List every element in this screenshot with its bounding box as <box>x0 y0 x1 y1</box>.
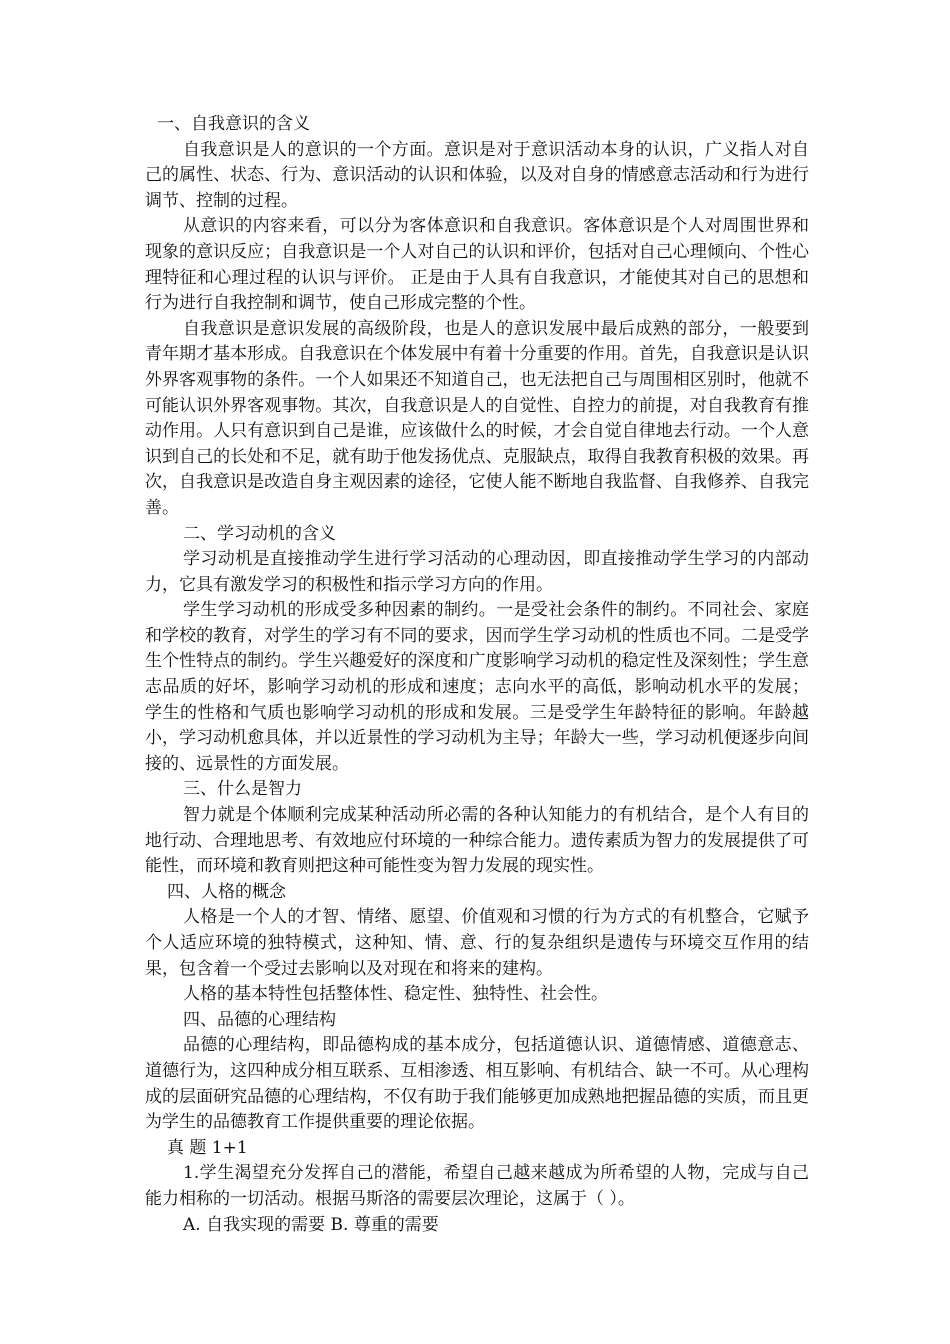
document-page <box>145 112 809 1238</box>
paragraph: 自我意识是意识发展的高级阶段，也是人的意识发展中最后成熟的部分，一般要到青年期才基本形成。自我意识在个体发展中有着十分重要的作用。首先，自我意识是认识外界客观事物的条件。一个人如果还不知道自己，也无法把自己与周围相区别时，他就不可能认识外界客观事物。其次，自我意识是人的自觉性、自控力的前提，对自我教育有推动作用。人只有意识到自己是谁，应该做什么的时候，才会自觉自律地去行动。一个人意识到自己的长处和不足，就有助于他发扬优点、克服缺点，取得自我教育积极的效果。再次，自我意识是改造自身主观因素的途径，它使人能不断地自我监督、自我修养、自我完善。 <box>145 318 809 518</box>
section-heading-self-awareness: 一、自我意识的含义 <box>157 114 310 134</box>
section-heading-personality: 四、人格的概念 <box>167 881 286 902</box>
paragraph: 自我意识是人的意识的一个方面。意识是对于意识活动本身的认识，广义指人对自己的属性、状态、行为、意识活动的认识和体验，以及对自身的情感意志活动和行为进行调节、控制的过程。 <box>145 139 809 211</box>
section-heading-moral-structure: 四、品德的心理结构 <box>183 1009 336 1030</box>
paragraph: 学生学习动机的形成受多种因素的制约。一是受社会条件的制约。不同社会、家庭和学校的教育，对学生的学习有不同的要求，因而学生学习动机的性质也不同。二是受学生个性特点的制约。学生兴趣爱好的深度和广度影响学习动机的稳定性及深刻性；学生意志品质的好坏，影响学习动机的形成和速度；志向水平的高低，影响动机水平的发展； 学生的性格和气质也影响学习动机的形成和发展。三是受学生年龄特征的影响。年龄越小，学习动机愈具体，并以近景性的学习动机为主导；年龄大一些，学习动机便逐步向间接的、远景性的方面发展。 <box>145 600 809 774</box>
paragraph: 人格是一个人的才智、情绪、愿望、价值观和习惯的行为方式的有机整合，它赋予个人适应环境的独特模式，这种知、情、意、行的复杂组织是遗传与环境交互作用的结果，包含着一个受过去影响以及对现在和将来的建构。 <box>145 907 809 979</box>
quiz-question: 1.学生渴望充分发挥自己的潜能，希望自己越来越成为所希望的人物，完成与自己能力相称的一切活动。根据马斯洛的需要层次理论，这属于（ ）。 <box>145 1163 809 1209</box>
section-heading-learning-motivation: 二、学习动机的含义 <box>183 523 336 544</box>
paragraph: 从意识的内容来看，可以分为客体意识和自我意识。客体意识是个人对周围世界和现象的意识反应；自我意识是一个人对自己的认识和评价，包括对自己心理倾向、个性心理特征和心理过程的认识与评价。 正是由于人具有自我意识，才能使其对自己的思想和行为进行自我控制和调节，使自己形成完整的个性。 <box>145 216 809 314</box>
paragraph: 学习动机是直接推动学生进行学习活动的心理动因，即直接推动学生学习的内部动力，它具有激发学习的积极性和指示学习方向的作用。 <box>145 549 809 595</box>
quiz-heading: 真 题 1+1 <box>167 1137 248 1158</box>
paragraph: 品德的心理结构，即品德构成的基本成分，包括道德认识、道德情感、道德意志、道德行为，这四种成分相互联系、互相渗透、相互影响、有机结合、缺一不可。从心理构成的层面研究品德的心理结构，不仅有助于我们能够更加成熟地把握品德的实质，而且更为学生的品德教育工作提供重要的理论依据。 <box>145 1035 809 1133</box>
section-heading-intelligence: 三、什么是智力 <box>183 779 302 800</box>
quiz-options: A. 自我实现的需要 B. 尊重的需要 <box>183 1214 439 1235</box>
paragraph: 人格的基本特性包括整体性、稳定性、独特性、社会性。 <box>183 984 608 1005</box>
paragraph: 智力就是个体顺利完成某种活动所必需的各种认知能力的有机结合，是个人有目的地行动、合理地思考、有效地应付环境的一种综合能力。遗传素质为智力的发展提供了可能性，而环境和教育则把这种可能性变为智力发展的现实性。 <box>145 805 809 877</box>
